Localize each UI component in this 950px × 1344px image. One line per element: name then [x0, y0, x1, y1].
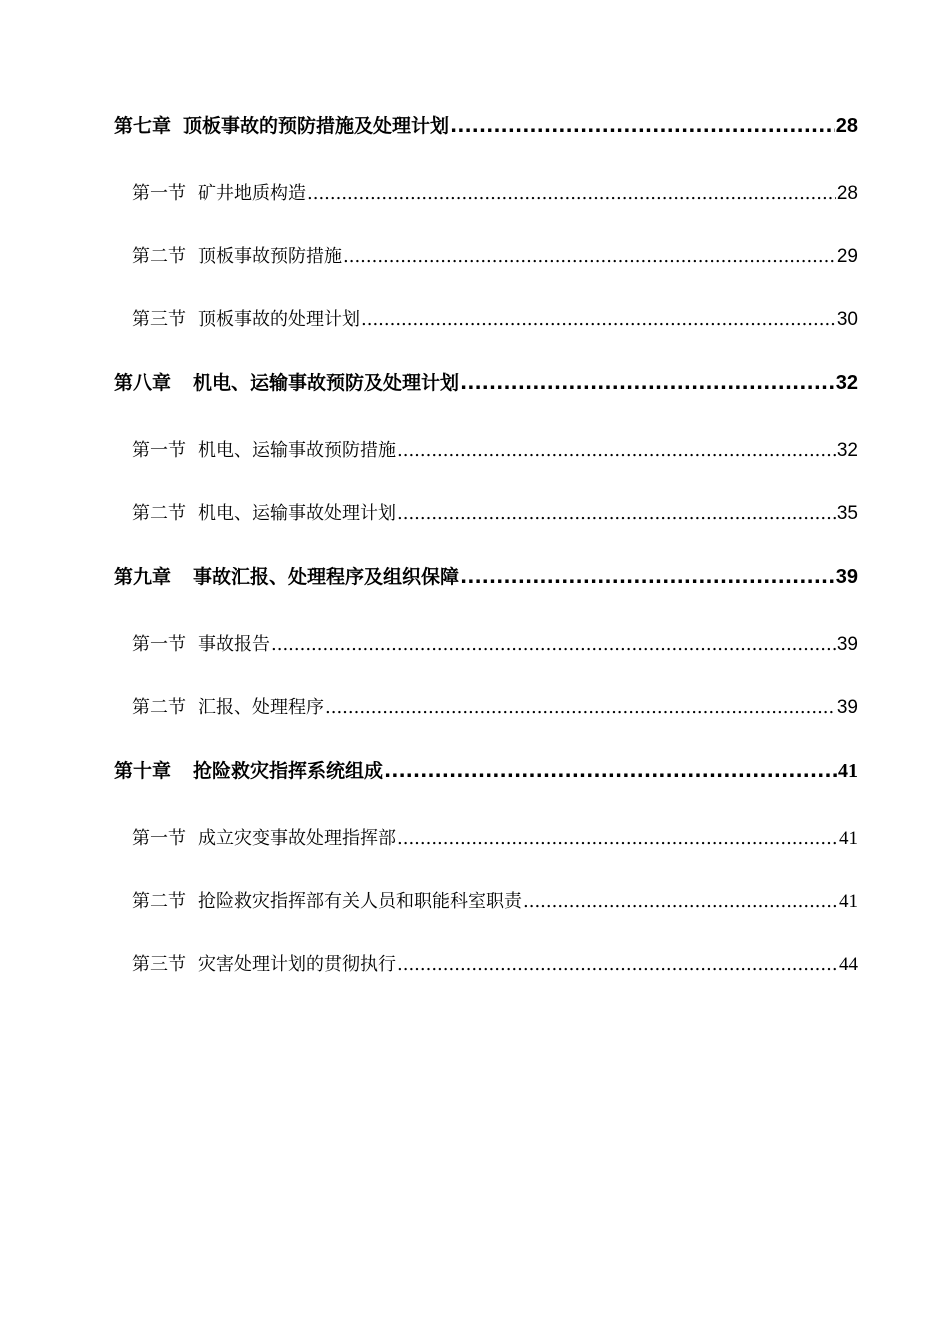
dot-leader — [460, 361, 835, 405]
toc-section-title: 灾害处理计划的贯彻执行 — [198, 954, 396, 975]
dot-leader — [450, 104, 835, 148]
toc-section-title: 汇报、处理程序 — [198, 697, 324, 718]
toc-page-number: 28 — [835, 115, 858, 137]
toc-section-number: 第二节 — [132, 503, 186, 524]
toc-chapter-number: 第九章 — [114, 566, 172, 588]
toc-page-number: 30 — [836, 309, 858, 330]
toc-entry-title — [132, 162, 306, 225]
toc-section-number: 第二节 — [132, 246, 186, 267]
toc-chapter-number: 第八章 — [114, 372, 172, 394]
table-of-contents — [114, 104, 858, 996]
toc-entry-title — [132, 676, 324, 739]
toc-entry-title — [132, 613, 270, 676]
toc-entry-title — [132, 419, 396, 482]
toc-chapter-title: 顶板事故的预防措施及处理计划 — [183, 115, 450, 137]
toc-entry-title — [132, 225, 342, 288]
toc-section-number: 第二节 — [132, 697, 186, 718]
toc-section-8-2[interactable] — [114, 482, 858, 545]
toc-section-10-1[interactable] — [114, 807, 858, 870]
toc-page-number: 39 — [836, 634, 858, 655]
toc-section-7-3[interactable] — [114, 288, 858, 351]
toc-section-10-2[interactable] — [114, 870, 858, 933]
toc-section-title: 顶板事故预防措施 — [198, 246, 342, 267]
toc-section-10-3[interactable] — [114, 933, 858, 996]
dot-leader — [384, 749, 837, 793]
toc-section-7-1[interactable] — [114, 162, 858, 225]
toc-page-number: 41 — [839, 891, 858, 912]
toc-section-title: 机电、运输事故处理计划 — [198, 503, 396, 524]
toc-entry-title — [114, 749, 383, 793]
toc-section-number: 第二节 — [132, 891, 186, 912]
toc-entry-title — [114, 104, 449, 148]
toc-section-number: 第一节 — [132, 828, 186, 849]
toc-section-number: 第一节 — [132, 634, 186, 655]
toc-entry-title — [132, 482, 396, 545]
toc-chapter-number: 第七章 — [114, 115, 172, 137]
toc-chapter-title: 抢险救灾指挥系统组成 — [193, 760, 384, 782]
toc-section-number: 第一节 — [132, 440, 186, 461]
toc-entry-title — [132, 870, 522, 933]
toc-page-number: 41 — [839, 828, 858, 849]
toc-page-number: 39 — [835, 566, 858, 588]
dot-leader — [307, 162, 836, 225]
toc-section-title: 矿井地质构造 — [198, 183, 306, 204]
toc-section-title: 成立灾变事故处理指挥部 — [198, 828, 396, 849]
dot-leader — [397, 933, 838, 996]
toc-section-title: 事故报告 — [198, 634, 270, 655]
toc-entry-title — [114, 555, 459, 599]
toc-entry-title — [132, 288, 360, 351]
toc-page-number: 35 — [836, 503, 858, 524]
toc-section-title: 顶板事故的处理计划 — [198, 309, 360, 330]
toc-chapter-title: 机电、运输事故预防及处理计划 — [193, 372, 460, 394]
toc-page-number: 28 — [836, 183, 858, 204]
toc-page-number: 32 — [835, 372, 858, 394]
toc-section-9-2[interactable] — [114, 676, 858, 739]
dot-leader — [325, 676, 836, 739]
toc-section-number: 第一节 — [132, 183, 186, 204]
toc-section-7-2[interactable] — [114, 225, 858, 288]
dot-leader — [343, 225, 836, 288]
toc-chapter-number: 第十章 — [114, 760, 172, 782]
toc-section-9-1[interactable] — [114, 613, 858, 676]
dot-leader — [271, 613, 836, 676]
toc-section-number: 第三节 — [132, 309, 186, 330]
toc-page-number: 32 — [836, 440, 858, 461]
toc-chapter-10[interactable] — [114, 749, 858, 793]
toc-chapter-8[interactable] — [114, 361, 858, 405]
dot-leader — [397, 807, 838, 870]
toc-page-number: 44 — [839, 954, 858, 975]
dot-leader — [460, 555, 835, 599]
toc-chapter-9[interactable] — [114, 555, 858, 599]
toc-entry-title — [114, 361, 459, 405]
toc-chapter-7[interactable] — [114, 104, 858, 148]
dot-leader — [523, 870, 838, 933]
toc-page-number: 41 — [838, 760, 858, 782]
toc-entry-title — [132, 807, 396, 870]
dot-leader — [397, 482, 836, 545]
toc-chapter-title: 事故汇报、处理程序及组织保障 — [193, 566, 460, 588]
toc-section-number: 第三节 — [132, 954, 186, 975]
toc-entry-title — [132, 933, 396, 996]
dot-leader — [397, 419, 836, 482]
dot-leader — [361, 288, 836, 351]
toc-section-8-1[interactable] — [114, 419, 858, 482]
toc-page-number: 39 — [836, 697, 858, 718]
toc-page-number: 29 — [836, 246, 858, 267]
toc-section-title: 机电、运输事故预防措施 — [198, 440, 396, 461]
toc-section-title: 抢险救灾指挥部有关人员和职能科室职责 — [198, 891, 522, 912]
